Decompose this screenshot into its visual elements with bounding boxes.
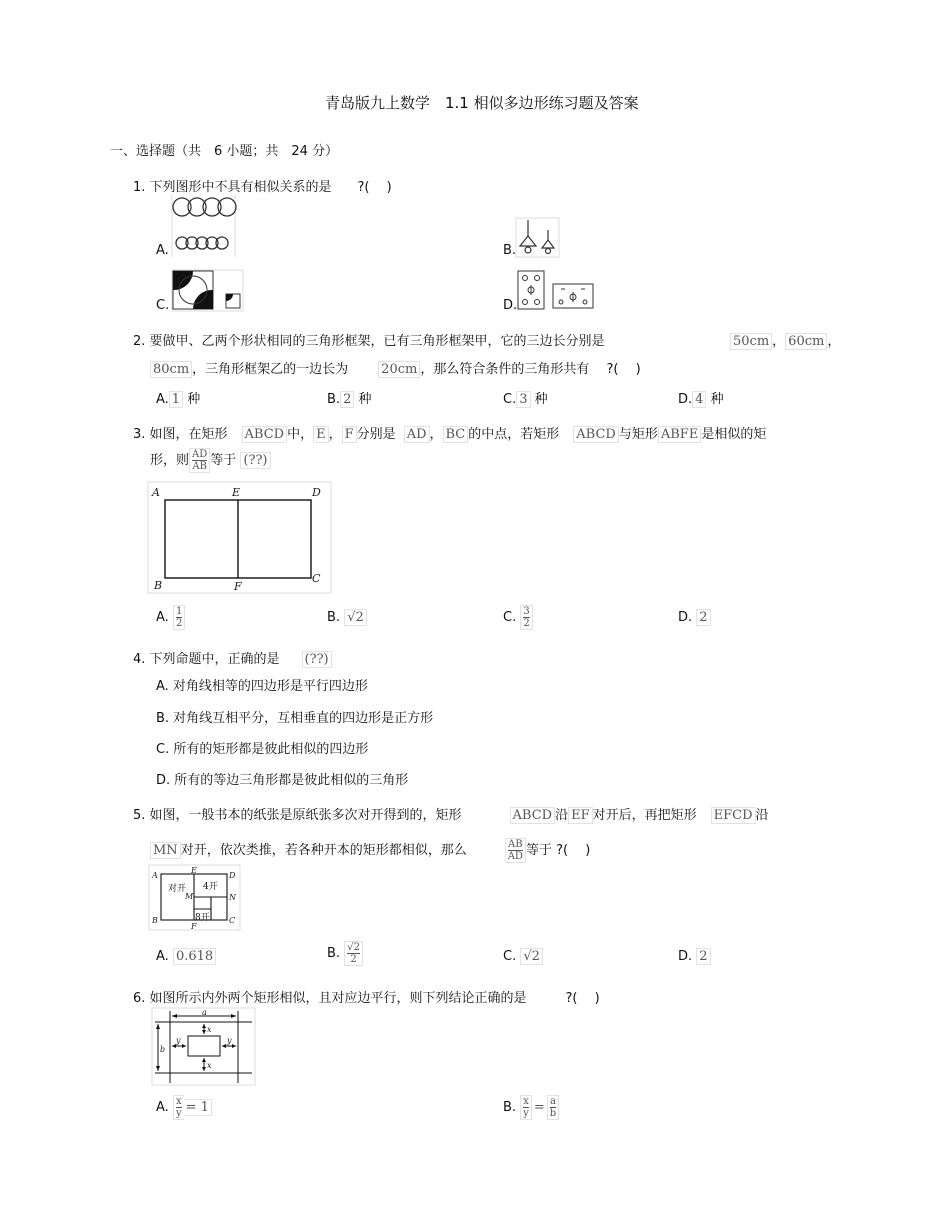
- q2-stem-text: 2. 要做甲、乙两个形状相同的三角形框架，已有三角形框架甲，它的三边长分别是: [133, 334, 605, 349]
- svg-text:N: N: [229, 893, 236, 902]
- q6-option-b[interactable]: B. $\frac{x}{y}$ = $\frac{a}{b}$: [503, 1095, 559, 1120]
- q3-stem-line1: 3. 如图，在矩形 ABCD 中， E ， F 分别是 AD ， BC 的中点，若矩形 ABCD 与矩形 ABFE 是相似的矩: [133, 427, 767, 442]
- lamp-figure: [516, 218, 560, 258]
- svg-text:E: E: [232, 486, 241, 499]
- svg-text:F: F: [234, 580, 242, 593]
- q1-option-b[interactable]: B.: [503, 243, 517, 258]
- q5-paper-fold-figure: [149, 865, 241, 931]
- q2-end-text: ，那么符合条件的三角形共有 ?( ): [420, 362, 641, 377]
- q2-lengths: [730, 330, 840, 349]
- q2-mid-text: ，三角形框架乙的一边长为: [192, 362, 349, 377]
- q4-option-c[interactable]: C. 所有的矩形都是彼此相似的四边形: [156, 742, 369, 757]
- q5-stem-line2: MN 对开，依次类推，若各种开本的矩形都相似，那么 $\frac{AB}{AD}$ 等于 ?( ): [150, 838, 590, 863]
- q2-length-60: 60cm: [785, 333, 827, 350]
- q2-option-a[interactable]: A. 1 种: [156, 392, 201, 407]
- q2-option-c[interactable]: C. 3 种: [503, 392, 548, 407]
- q5-option-b[interactable]: B. $\frac{√2}{2}$: [327, 941, 363, 966]
- svg-text:4开: 4开: [203, 882, 218, 892]
- q3-rectangle-figure: [148, 482, 332, 594]
- q5-stem-line1: 5. 如图，一般书本的纸张是原纸张多次对开得到的，矩形 ABCD 沿 EF 对开后，再把矩形 EFCD 沿: [133, 808, 769, 823]
- svg-text:y: y: [227, 1036, 232, 1045]
- q2-sep1: ，: [772, 334, 786, 349]
- svg-text:C: C: [229, 916, 236, 925]
- svg-text:8开: 8开: [195, 913, 210, 923]
- svg-text:F: F: [191, 922, 197, 931]
- olympic-rings-figure: [172, 195, 236, 257]
- page-title: 青岛版九上数学 1.1 相似多边形练习题及答案: [325, 94, 639, 112]
- q5-fraction-ab-ad: $\frac{AB}{AD}$: [505, 838, 526, 863]
- section-heading: 一、选择题（共 6 小题；共 24 分）: [110, 144, 339, 159]
- q2-stem-line1: [133, 330, 605, 349]
- svg-text:D: D: [229, 871, 236, 880]
- svg-text:A: A: [152, 871, 158, 880]
- q5-option-a[interactable]: A. 0.618: [156, 949, 216, 964]
- q4-option-a[interactable]: A. 对角线相等的四边形是平行四边形: [156, 679, 368, 694]
- q5-option-c[interactable]: C. √2: [503, 949, 543, 964]
- q2-length-20: 20cm: [378, 361, 420, 378]
- q1-option-a[interactable]: A.: [156, 243, 169, 258]
- svg-text:B: B: [154, 579, 163, 592]
- svg-text:A: A: [152, 486, 160, 499]
- q1-stem: 1. 下列图形中不具有相似关系的是 ?( ): [133, 180, 392, 195]
- q2-stem-line2: [150, 358, 641, 377]
- svg-text:a: a: [202, 1008, 207, 1017]
- q3-option-d[interactable]: D. 2: [678, 610, 711, 625]
- q1-option-d[interactable]: D.: [503, 298, 518, 313]
- svg-text:y: y: [176, 1036, 181, 1045]
- q6-nested-rectangles-figure: [152, 1008, 256, 1086]
- q2-length-50: 50cm: [730, 333, 772, 350]
- q4-option-d[interactable]: D. 所有的等边三角形都是彼此相似的三角形: [156, 773, 409, 788]
- svg-text:D: D: [312, 486, 321, 499]
- q4-option-b[interactable]: B. 对角线互相平分，互相垂直的四边形是正方形: [156, 711, 434, 726]
- q2-option-d[interactable]: D. 4 种: [678, 392, 724, 407]
- svg-text:b: b: [160, 1045, 166, 1054]
- q2-option-b[interactable]: B. 2 种: [327, 392, 372, 407]
- svg-text:x: x: [207, 1061, 212, 1070]
- tile-pattern-figure: [172, 270, 244, 312]
- q5-option-d[interactable]: D. 2: [678, 949, 711, 964]
- q4-stem: 4. 下列命题中，正确的是 (??): [133, 648, 332, 667]
- svg-text:对开: 对开: [168, 884, 187, 894]
- svg-text:x: x: [207, 1025, 212, 1034]
- q3-option-b[interactable]: B. √2: [327, 610, 367, 625]
- q3-fraction-ad-ab: $\frac{AD}{AB}$: [189, 448, 210, 473]
- svg-text:E: E: [191, 866, 197, 875]
- q6-stem: 6. 如图所示内外两个矩形相似，且对应边平行，则下列结论正确的是 ?( ): [133, 991, 600, 1006]
- q3-option-c[interactable]: C. $\frac{3}{2}$: [503, 605, 533, 630]
- q3-option-a[interactable]: A. $\frac{1}{2}$: [156, 605, 185, 630]
- q6-option-a[interactable]: A. $\frac{x}{y}$ = 1: [156, 1095, 212, 1120]
- q2-length-80: 80cm: [150, 361, 192, 378]
- q1-option-c[interactable]: C.: [156, 298, 170, 313]
- svg-text:C: C: [312, 572, 321, 585]
- q2-sep2: ，: [827, 334, 841, 349]
- card-pattern-figure: [517, 270, 595, 312]
- q3-stem-line2: 形，则 $\frac{AD}{AB}$ 等于 (??): [150, 448, 271, 473]
- svg-text:M: M: [185, 892, 194, 901]
- svg-text:B: B: [152, 916, 158, 925]
